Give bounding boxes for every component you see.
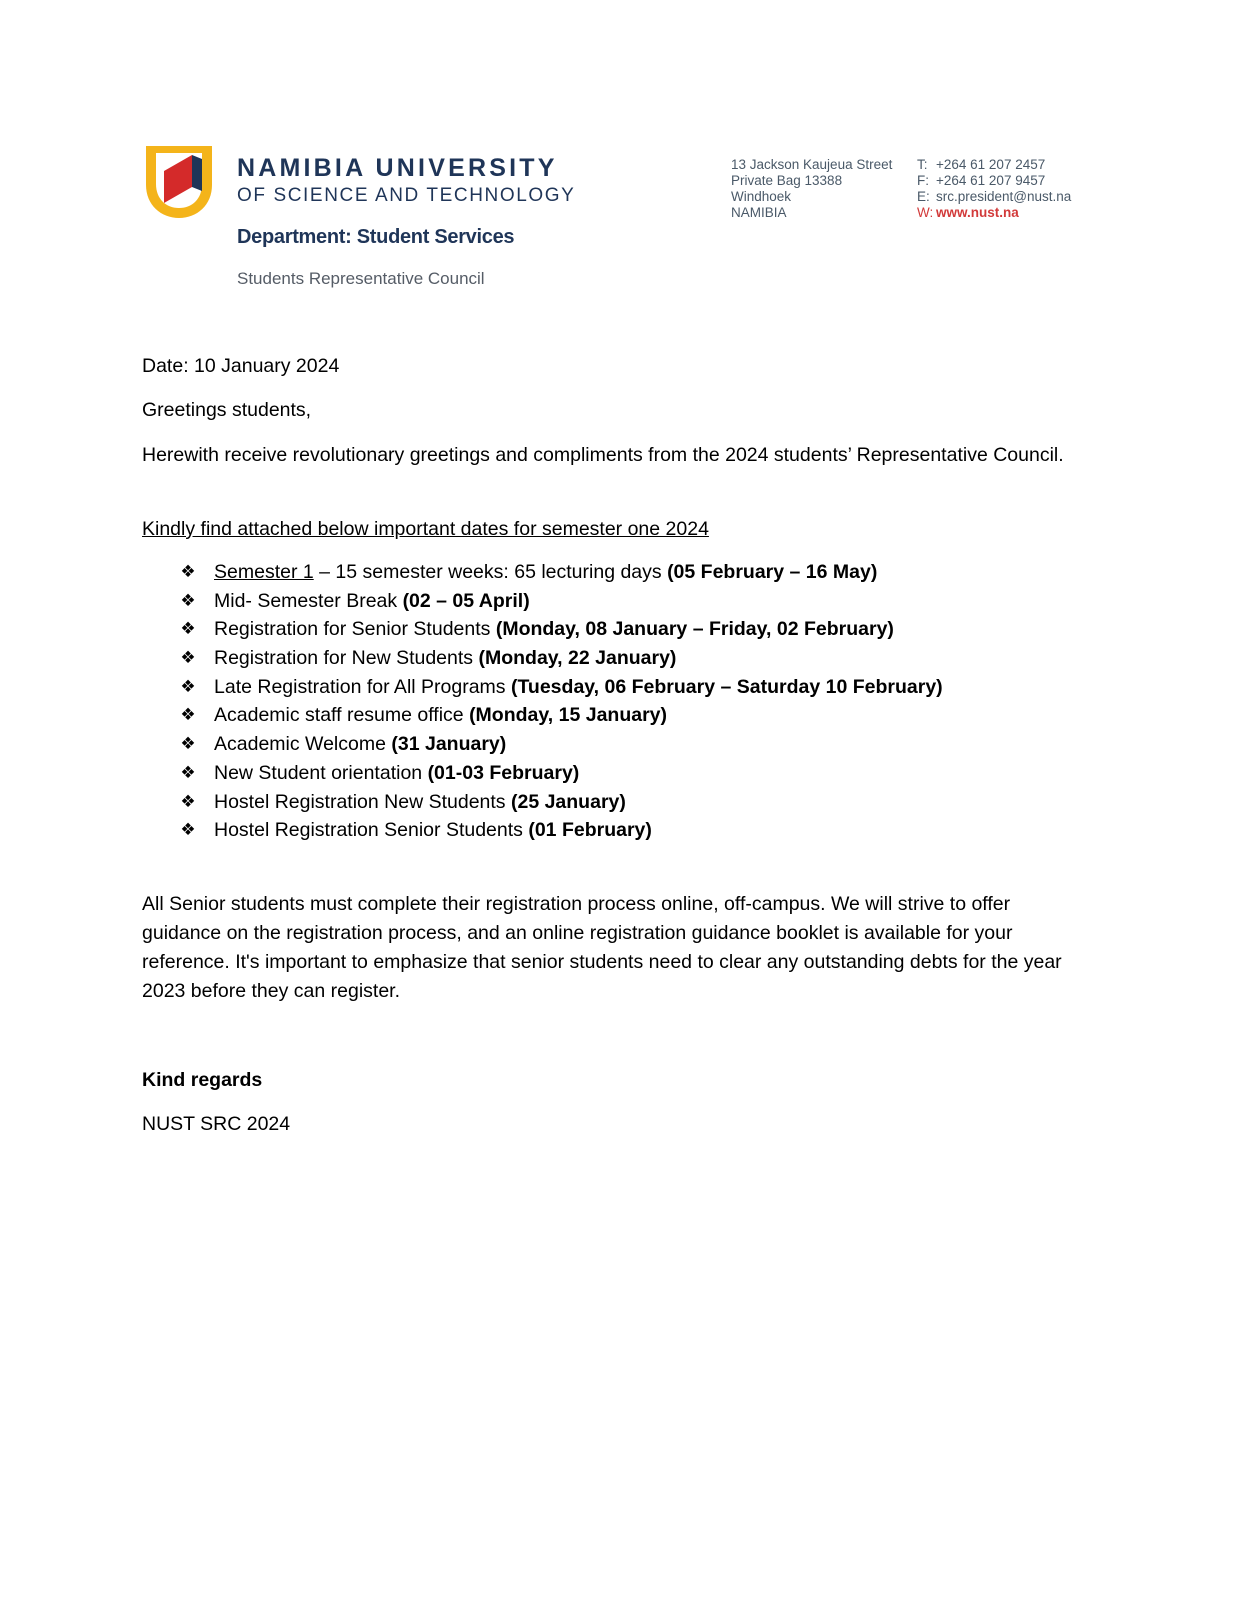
website-link[interactable]: www.nust.na [936, 205, 1019, 220]
bullet-icon: ❖ [180, 590, 196, 611]
item-text: Hostel Registration Senior Students [214, 819, 529, 842]
list-item [178, 615, 1078, 644]
bullet-icon: ❖ [180, 820, 196, 841]
list-item [178, 587, 1078, 616]
university-name-subline: OF SCIENCE AND TECHNOLOGY [237, 185, 576, 206]
bullet-icon: ❖ [180, 762, 196, 783]
website-row [917, 205, 1071, 221]
bullet-icon: ❖ [180, 791, 196, 812]
important-dates-list [178, 558, 1078, 845]
fax-row [917, 173, 1071, 189]
bullet-icon: ❖ [180, 676, 196, 697]
fax-label: F: [917, 173, 929, 188]
item-date: (02 – 05 April) [402, 589, 530, 612]
list-item [178, 788, 1078, 817]
email-label: E: [917, 189, 930, 204]
intro-paragraph: Herewith receive revolutionary greetings and compliments from the 2024 students’ Representative Council. [142, 444, 1064, 466]
item-date: (01-03 February) [427, 761, 580, 784]
list-item [178, 558, 1078, 587]
item-text: Registration for Senior Students [214, 618, 496, 641]
list-item [178, 644, 1078, 673]
item-date: (Monday, 22 January) [478, 647, 677, 670]
nust-logo [142, 143, 216, 221]
bullet-icon: ❖ [180, 619, 196, 640]
list-item [178, 701, 1078, 730]
item-text: – 15 semester weeks: 65 lecturing days [313, 561, 668, 583]
item-date: (Tuesday, 06 February – Saturday 10 February) [510, 675, 943, 698]
postal-address [731, 157, 892, 221]
item-text: Hostel Registration New Students [214, 790, 511, 813]
address-line: Windhoek [731, 189, 792, 204]
item-text: Academic Welcome [214, 733, 392, 756]
email-link[interactable]: src.president@nust.na [936, 189, 1072, 204]
item-date: (05 February – 16 May) [667, 561, 878, 583]
closing: Kind regards [142, 1069, 263, 1091]
dates-heading: Kindly find attached below important dates for semester one 2024 [142, 518, 709, 540]
website-label: W: [917, 205, 934, 220]
item-date: (31 January) [391, 733, 507, 756]
registration-paragraph: All Senior students must complete their registration process online, off-campus. We will strive to offer guidance on the registration process, and an online registration guidance booklet is available for your reference. It's important to emphasize that senior students need to clear any outstanding debts for the year 2023 before they can register. [142, 893, 1062, 1002]
item-date: (25 January) [510, 790, 626, 813]
university-name: NAMIBIA UNIVERSITY [237, 154, 558, 182]
item-text: New Student orientation [214, 761, 428, 784]
bullet-icon: ❖ [180, 734, 196, 755]
item-text: Late Registration for All Programs [214, 675, 511, 698]
list-item [178, 816, 1078, 845]
letter-date: Date: 10 January 2024 [142, 355, 340, 377]
phone-label: T: [917, 157, 928, 172]
bullet-icon: ❖ [180, 562, 196, 582]
phone-row [917, 157, 1071, 173]
item-date: (Monday, 15 January) [469, 704, 668, 727]
fax-number: +264 61 207 9457 [936, 173, 1046, 188]
phone-number: +264 61 207 2457 [936, 157, 1046, 172]
list-item [178, 759, 1078, 788]
item-date: (01 February) [528, 819, 652, 842]
item-date: (Monday, 08 January – Friday, 02 February) [495, 618, 894, 641]
contact-details [917, 157, 1071, 221]
bullet-icon: ❖ [180, 705, 196, 726]
item-text: Mid- Semester Break [214, 589, 403, 612]
bullet-icon: ❖ [180, 648, 196, 669]
signature: NUST SRC 2024 [142, 1113, 291, 1135]
department-title: Department: Student Services [237, 226, 515, 248]
email-row [917, 189, 1071, 205]
address-line: 13 Jackson Kaujeua Street [731, 157, 893, 172]
list-item [178, 673, 1078, 702]
item-underlined: Semester 1 [214, 561, 314, 583]
greeting: Greetings students, [142, 399, 312, 421]
item-text: Registration for New Students [214, 647, 479, 670]
list-item [178, 730, 1078, 759]
address-line: NAMIBIA [731, 205, 787, 220]
council-name: Students Representative Council [237, 269, 485, 288]
item-text: Academic staff resume office [214, 704, 470, 727]
address-line: Private Bag 13388 [731, 173, 843, 188]
